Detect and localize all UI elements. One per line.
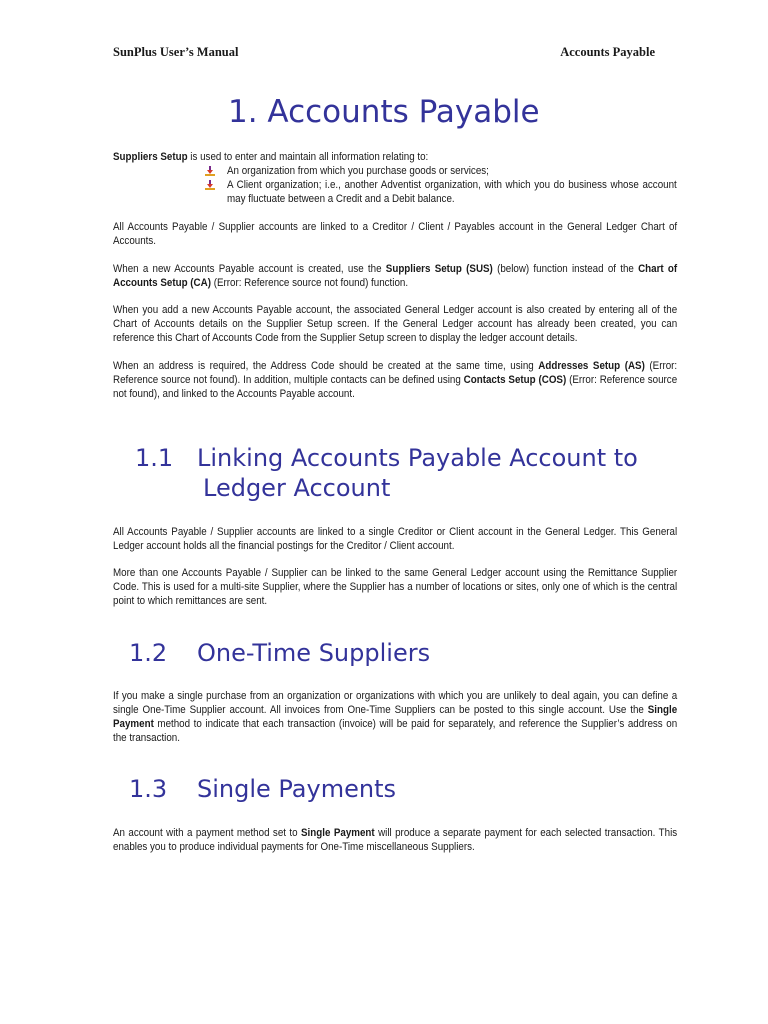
bullet-list: [203, 164, 677, 206]
new-account-paragraph: When a new Accounts Payable account is created, use the Suppliers Setup (SUS) (below) function instead of the Chart of Accounts Setup (CA) (Error: Reference source not found) function.: [113, 263, 678, 289]
section-number: 1.1: [135, 444, 174, 472]
section-1-1-paragraph-2: More than one Accounts Payable / Supplier can be linked to the same General Ledger account using the Remittance Supplier Code. This is used for a multi-site Supplier, where the Supplier has a number of locations or sites, only one of which is the central point to which remittances are sent.: [113, 567, 678, 607]
gl-link-paragraph: All Accounts Payable / Supplier accounts are linked to a Creditor / Client / Payables account in the General Ledger Chart of Accounts.: [113, 221, 678, 247]
section-heading-1-1: 1.1 Linking Accounts Payable Account to Ledger Account: [135, 444, 638, 502]
page-title: 1. Accounts Payable: [228, 94, 540, 130]
suppliers-setup-term: Suppliers Setup: [113, 151, 188, 163]
chart-of-accounts-ref: Chart of Accounts Setup (CA): [113, 263, 678, 289]
list-item: An organization from which you purchase goods or services;: [203, 164, 677, 178]
addresses-setup-ref: Addresses Setup (AS): [538, 360, 645, 372]
manual-title: SunPlus User’s Manual: [113, 45, 239, 59]
add-account-paragraph: When you add a new Accounts Payable account, the associated General Ledger account is also created by entering all of the Chart of Accounts details on the Supplier Setup screen. If the General Ledger account has already been created, you can reference this Chart of Accounts Code from the Supplier Setup screen to display the ledger account details.: [113, 304, 678, 344]
section-number: 1.3: [129, 775, 168, 803]
arrow-bullet-icon: [205, 166, 215, 176]
chapter-title: Accounts Payable: [560, 45, 655, 59]
intro-paragraph: Suppliers Setup is used to enter and maintain all information relating to:: [113, 151, 429, 163]
single-payment-term: Single Payment: [113, 704, 678, 730]
section-heading-1-3: 1.3 Single Payments: [129, 775, 396, 803]
section-heading-1-2: 1.2 One-Time Suppliers: [129, 639, 431, 667]
section-number: 1.2: [129, 639, 168, 667]
suppliers-setup-ref: Suppliers Setup (SUS): [385, 263, 493, 275]
running-header: [113, 45, 655, 61]
arrow-bullet-icon: [205, 180, 215, 190]
single-payment-term: Single Payment: [301, 827, 375, 839]
section-1-3-paragraph: An account with a payment method set to Single Payment will produce a separate payment for each selected transaction. This enables you to produce individual payments for One-Time miscellaneous Suppliers.: [113, 827, 678, 853]
list-item: A Client organization; i.e., another Adventist organization, with which you do business whose account may fluctuate between a Credit and a Debit balance.: [203, 178, 677, 206]
contacts-setup-ref: Contacts Setup (COS): [463, 374, 567, 386]
section-1-1-paragraph-1: All Accounts Payable / Supplier accounts are linked to a single Creditor or Client account in the General Ledger. This General Ledger account holds all the financial postings for the Creditor / Client account.: [113, 526, 678, 552]
section-1-2-paragraph: If you make a single purchase from an organization or organizations with which you are unlikely to deal again, you can define a single One-Time Supplier account. All invoices from One-Time Suppliers can be posted to this single account. Use the Single Payment method to indicate that each transaction (invoice) will be paid for separately, and reference the Supplier’s address on the transaction.: [113, 690, 678, 744]
address-paragraph: When an address is required, the Address Code should be created at the same time, using Addresses Setup (AS) (Error: Reference source not found). In addition, multiple contacts can be defined using Contacts Setup (COS) (Error: Reference source not found), and linked to the Accounts Payable account.: [113, 360, 678, 400]
